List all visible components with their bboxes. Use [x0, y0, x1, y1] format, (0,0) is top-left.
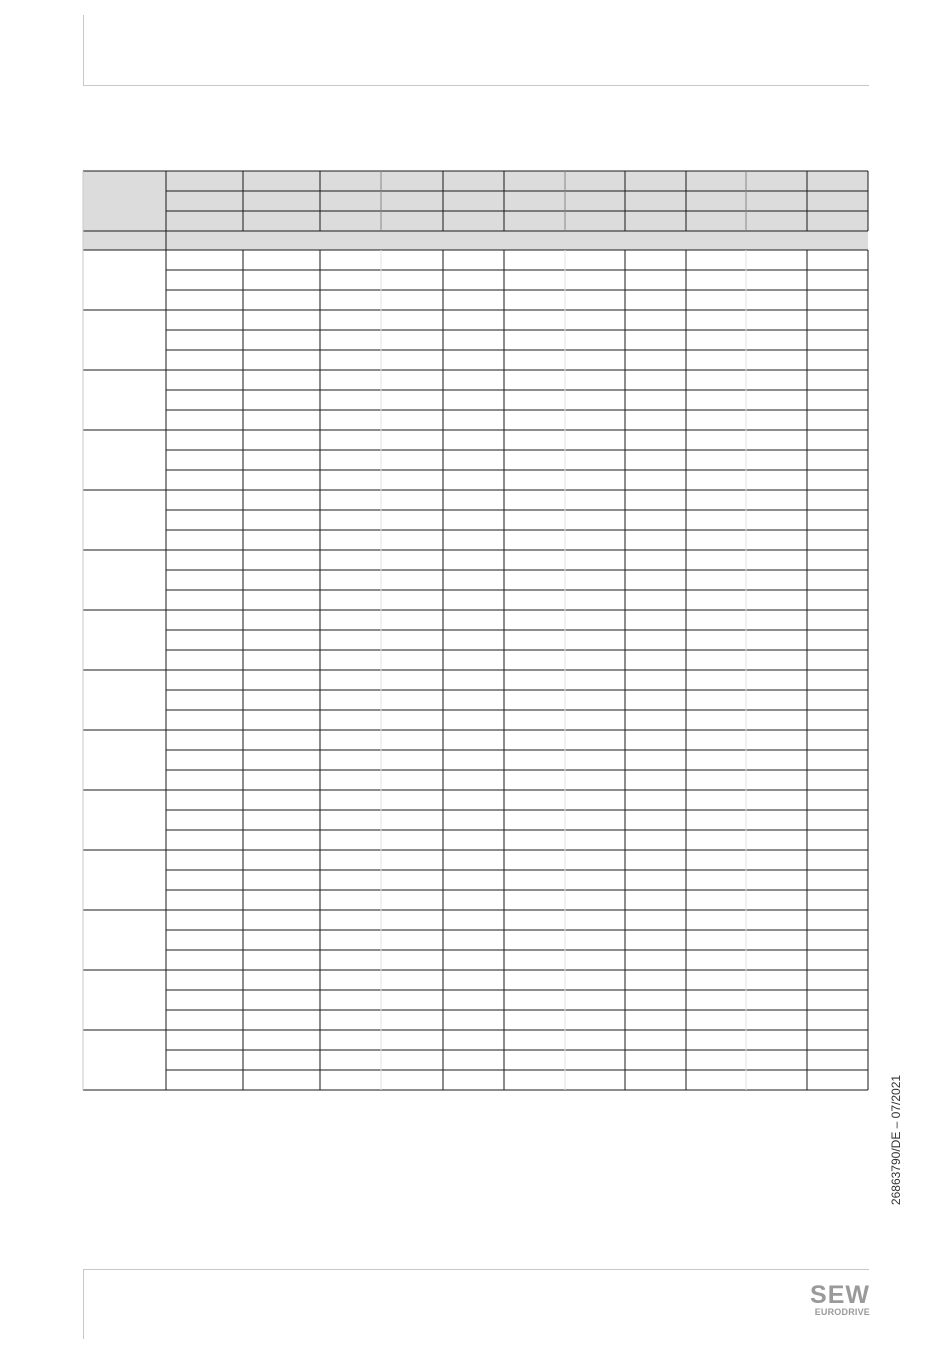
- sew-eurodrive-logo: [796, 1283, 870, 1317]
- document-code: 26863790/DE – 07/2021: [889, 1074, 903, 1206]
- logo-sub-text: EURODRIVE: [814, 1307, 870, 1317]
- table-header-fill: [83, 171, 868, 231]
- table-section-fill: [83, 231, 868, 250]
- logo-main-text: SEW: [810, 1281, 870, 1309]
